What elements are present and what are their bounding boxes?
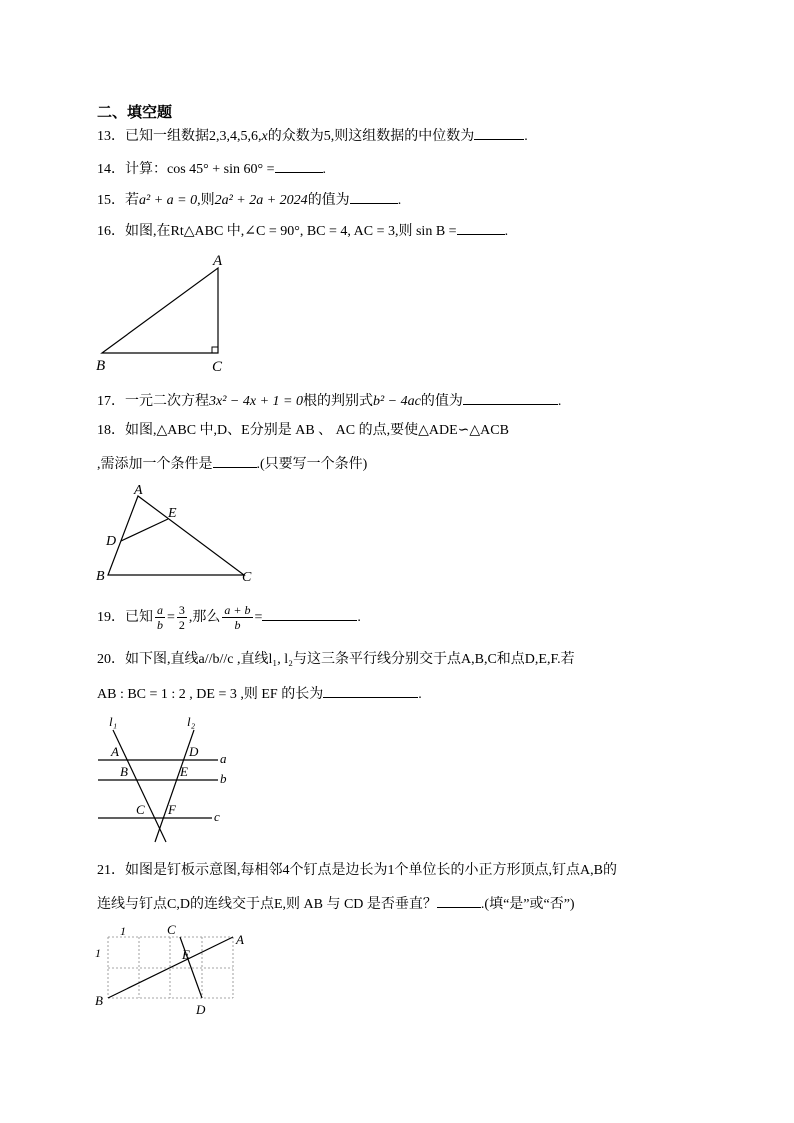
math-var: x: [261, 129, 268, 144]
question-text: 若: [125, 193, 139, 208]
period: .: [504, 224, 509, 239]
label-d: D: [196, 1002, 206, 1017]
right-angle-mark: [212, 347, 218, 353]
label-l2: l₂: [187, 714, 196, 729]
question-text: 已知一组数据2,3,4,5,6,: [125, 129, 262, 144]
answer-blank[interactable]: [474, 125, 524, 140]
period: .: [322, 162, 326, 177]
right-triangle-figure: [94, 250, 244, 375]
question-text: 如图是钉板示意图,每相邻4个钉点是边长为1个单位长的小正方形顶点,钉点A,B的: [125, 863, 617, 878]
pegboard-figure: [92, 922, 257, 1022]
label-l1: l₁: [109, 714, 118, 729]
denominator: b: [234, 618, 241, 633]
question-19: [97, 603, 361, 633]
numerator: a + b: [224, 603, 251, 618]
period: .: [397, 193, 402, 208]
question-number: 20．: [97, 652, 125, 667]
label-d-point: D: [189, 744, 199, 759]
answer-blank[interactable]: [437, 893, 481, 908]
question-15: [97, 189, 401, 211]
period: .: [418, 687, 422, 702]
question-13: [97, 125, 528, 147]
math-expr: 3x² − 4x + 1 = 0: [209, 394, 303, 409]
question-text: .(填“是”或“否”): [480, 897, 575, 912]
question-number: 18．: [97, 423, 125, 438]
label-a-point: A: [111, 744, 119, 759]
period: .: [557, 394, 562, 409]
answer-blank[interactable]: [323, 683, 418, 698]
equals-sign: =: [254, 610, 263, 625]
answer-blank[interactable]: [350, 189, 398, 204]
question-text: 的众数为5,则这组数据的中位数为: [267, 129, 475, 144]
label-e: E: [182, 947, 190, 962]
question-text: ,那么: [188, 610, 221, 625]
question-21-line1: [97, 861, 617, 881]
answer-blank[interactable]: [457, 220, 505, 235]
triangle-abc: [102, 268, 218, 353]
math-expr: b² − 4ac: [372, 394, 421, 409]
question-text: ,则: [197, 193, 215, 208]
equals-sign: =: [167, 610, 175, 625]
question-number: 15．: [97, 193, 125, 208]
question-text: 计算：cos 45° + sin 60° =: [125, 162, 275, 177]
line-l1: [113, 730, 166, 842]
question-number: 16．: [97, 224, 125, 239]
label-e: E: [168, 506, 177, 521]
answer-blank[interactable]: [213, 453, 257, 468]
denominator: 2: [178, 618, 185, 633]
unit-label-top: 1: [120, 924, 126, 938]
question-text: 如图,△ABC 中,D、E分别是 AB 、 AC 的点,要使△ADE∽△ACB: [125, 423, 509, 438]
question-text: 一元二次方程: [125, 394, 209, 409]
question-text: 如图,在Rt△ABC 中,∠C = 90°, BC = 4, AC = 3,则 sin B =: [125, 224, 457, 239]
answer-blank[interactable]: [275, 158, 323, 173]
question-16: [97, 220, 508, 242]
question-text: .(只要写一个条件): [256, 457, 368, 472]
numerator: a: [157, 603, 163, 618]
question-18-line2: [97, 453, 367, 475]
section-title: 二、填空题: [97, 103, 173, 121]
math-expr: a² + a = 0: [139, 193, 198, 208]
label-line-c: c: [214, 809, 220, 824]
period: .: [524, 129, 528, 144]
label-c: C: [212, 359, 223, 375]
question-text: 连线与钉点C,D的连线交于点E,则 AB 与 CD 是否垂直？: [97, 897, 437, 912]
question-number: 21．: [97, 863, 125, 878]
label-b-point: B: [120, 764, 128, 779]
triangle-ade-figure: [94, 480, 264, 590]
question-number: 17．: [97, 394, 125, 409]
fraction-a-over-b: [155, 603, 165, 632]
label-b: B: [95, 993, 103, 1008]
label-a: A: [134, 483, 143, 498]
answer-blank[interactable]: [262, 606, 357, 621]
question-text: 的值为: [420, 394, 463, 409]
question-20-line2: [97, 683, 422, 705]
fraction-a-plus-b-over-b: [222, 603, 252, 632]
label-a: A: [213, 253, 223, 269]
question-14: [97, 158, 326, 180]
question-text: AB : BC = 1 : 2 , DE = 3 ,则 EF 的长为: [97, 687, 324, 702]
label-line-b: b: [220, 771, 227, 786]
label-d: D: [106, 534, 117, 549]
question-18-line1: [97, 421, 509, 441]
question-21-line2: [97, 893, 575, 915]
math-expr: 2a² + 2a + 2024: [214, 193, 308, 208]
fraction-3-over-2: [177, 603, 187, 632]
question-number: 13．: [97, 129, 125, 144]
answer-blank[interactable]: [463, 390, 558, 405]
unit-label-left: 1: [95, 946, 101, 960]
question-number: 14．: [97, 162, 125, 177]
label-e-point: E: [180, 764, 188, 779]
question-text: 的值为: [307, 193, 350, 208]
label-c: C: [242, 570, 252, 585]
question-17: [97, 390, 561, 412]
question-text: ,需添加一个条件是: [97, 457, 213, 472]
label-line-a: a: [220, 751, 227, 766]
question-text: 如下图,直线a//b//c ,直线l₁, l₂与这三条平行线分别交于点A,B,C和点D,E,F.若: [125, 652, 575, 667]
question-number: 19．: [97, 610, 125, 625]
label-c-point: C: [136, 802, 145, 817]
label-a: A: [236, 932, 244, 947]
segment-ab: [108, 937, 233, 998]
period: .: [357, 610, 361, 625]
denominator: b: [157, 618, 163, 633]
question-text: 根的判别式: [302, 394, 373, 409]
label-b: B: [96, 358, 106, 374]
label-c: C: [167, 922, 176, 937]
question-text: 已知: [125, 610, 153, 625]
parallel-lines-figure: [96, 712, 246, 850]
label-f-point: F: [168, 802, 176, 817]
numerator: 3: [178, 603, 185, 618]
label-b: B: [96, 569, 105, 584]
question-20-line1: [97, 650, 575, 670]
